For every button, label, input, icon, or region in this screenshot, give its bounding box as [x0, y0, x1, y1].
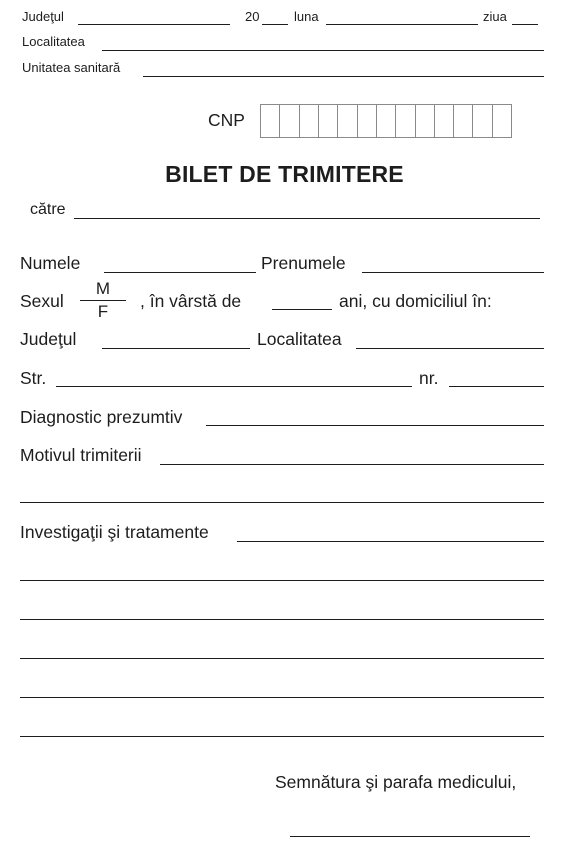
cnp-cell[interactable]: [493, 105, 511, 137]
cnp-cell[interactable]: [300, 105, 319, 137]
county-field[interactable]: [102, 348, 250, 349]
cnp-cell[interactable]: [358, 105, 377, 137]
investigations-extra-line[interactable]: [20, 697, 544, 698]
cnp-cell[interactable]: [338, 105, 357, 137]
street-field[interactable]: [56, 386, 412, 387]
cnp-cell[interactable]: [454, 105, 473, 137]
cnp-cell[interactable]: [396, 105, 415, 137]
investigations-extra-line[interactable]: [20, 658, 544, 659]
cnp-cell[interactable]: [280, 105, 299, 137]
sex-fraction-bar: [80, 300, 126, 301]
reason-label: Motivul trimiterii: [20, 445, 142, 465]
age-label: , în vârstă de: [140, 291, 242, 311]
cnp-cell[interactable]: [435, 105, 454, 137]
investigations-extra-line[interactable]: [20, 580, 544, 581]
document-title: BILET DE TRIMITERE: [165, 161, 404, 187]
header-county-field[interactable]: [78, 24, 230, 25]
number-label: nr.: [419, 368, 439, 388]
to-field[interactable]: [74, 218, 540, 219]
header-day-field[interactable]: [512, 24, 538, 25]
investigations-label: Investigaţii şi tratamente: [20, 522, 209, 542]
header-locality-label: Localitatea: [22, 34, 85, 49]
header-county-label: Judeţul: [22, 9, 64, 24]
cnp-cell[interactable]: [473, 105, 492, 137]
locality-label: Localitatea: [257, 329, 342, 349]
cnp-cell[interactable]: [377, 105, 396, 137]
cnp-cell[interactable]: [319, 105, 338, 137]
number-field[interactable]: [449, 386, 544, 387]
age-suffix: ani, cu domiciliul în:: [339, 291, 492, 311]
reason-field-extra-line[interactable]: [20, 502, 544, 503]
last-name-field[interactable]: [104, 272, 256, 273]
sex-selector[interactable]: [80, 279, 126, 322]
investigations-field[interactable]: [237, 541, 544, 542]
diagnosis-field[interactable]: [206, 425, 544, 426]
last-name-label: Numele: [20, 253, 81, 273]
header-month-label: luna: [294, 9, 319, 24]
county-label: Judeţul: [20, 329, 77, 349]
cnp-field[interactable]: [260, 104, 512, 138]
cnp-cell[interactable]: [261, 105, 280, 137]
to-label: către: [30, 201, 66, 218]
cnp-cell[interactable]: [416, 105, 435, 137]
investigations-extra-line[interactable]: [20, 736, 544, 737]
investigations-extra-line[interactable]: [20, 619, 544, 620]
signature-field[interactable]: [290, 836, 530, 837]
header-locality-field[interactable]: [102, 50, 544, 51]
header-year-field[interactable]: [262, 24, 288, 25]
header-day-label: ziua: [483, 9, 507, 24]
sex-option-m[interactable]: M: [95, 279, 111, 298]
sex-label: Sexul: [20, 291, 64, 311]
cnp-label: CNP: [208, 110, 245, 130]
header-health-unit-label: Unitatea sanitară: [22, 60, 121, 75]
signature-label: Semnătura şi parafa medicului,: [275, 772, 517, 792]
header-month-field[interactable]: [326, 24, 478, 25]
sex-option-f[interactable]: F: [97, 302, 109, 321]
first-name-label: Prenumele: [261, 253, 346, 273]
locality-field[interactable]: [356, 348, 544, 349]
first-name-field[interactable]: [362, 272, 544, 273]
diagnosis-label: Diagnostic prezumtiv: [20, 407, 183, 427]
street-label: Str.: [20, 368, 47, 388]
header-health-unit-field[interactable]: [143, 76, 544, 77]
age-field[interactable]: [272, 309, 332, 310]
reason-field[interactable]: [160, 464, 544, 465]
header-year-prefix: 20: [245, 9, 260, 24]
